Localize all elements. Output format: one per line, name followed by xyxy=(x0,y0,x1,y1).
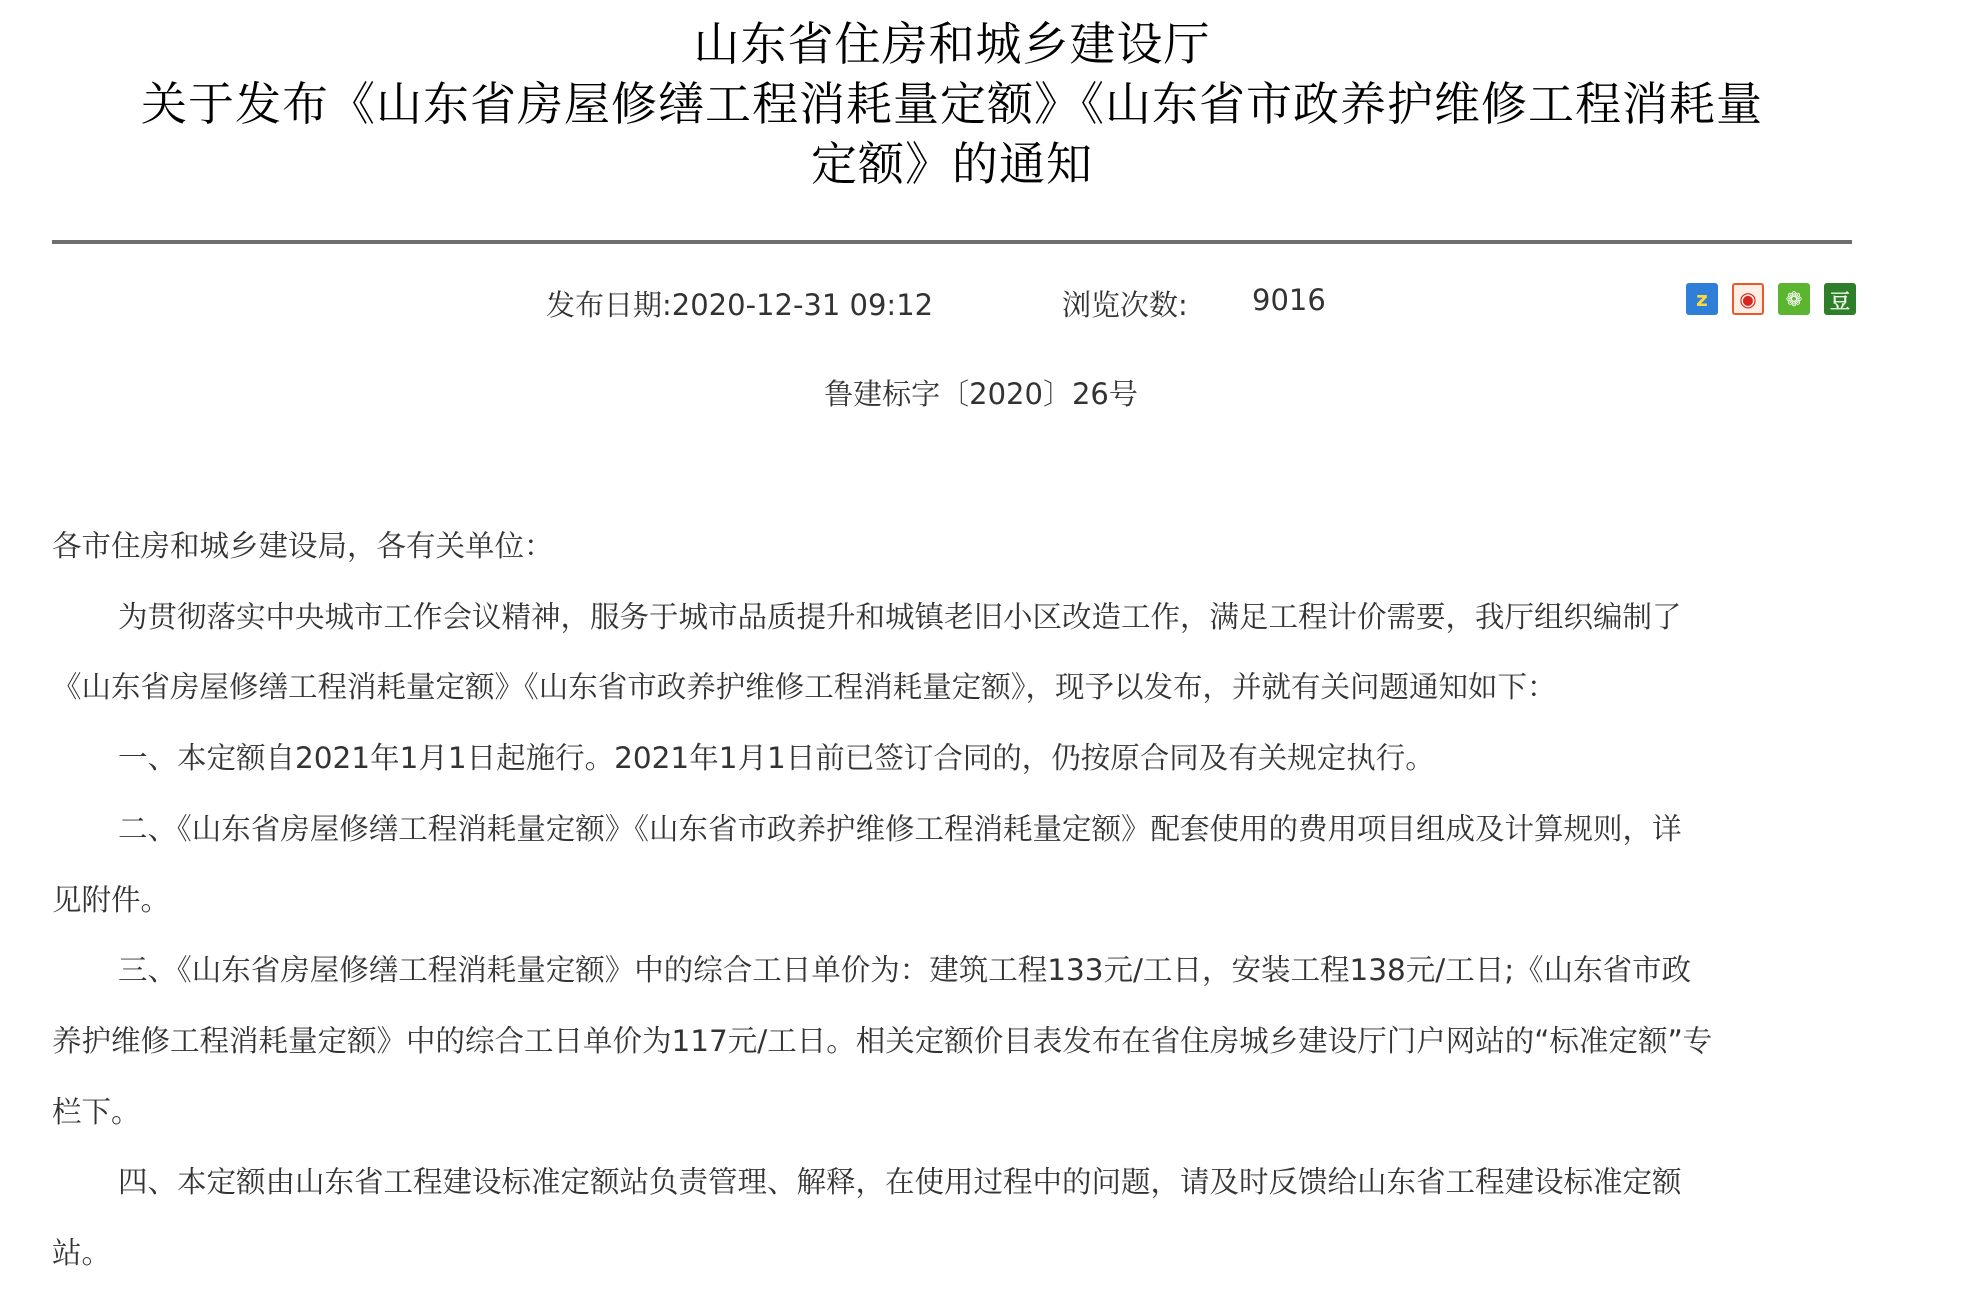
publish-date: 发布日期:2020-12-31 09:12 xyxy=(546,288,934,322)
title-divider xyxy=(52,240,1852,244)
salutation: 各市住房和城乡建设局，各有关单位： xyxy=(52,529,554,563)
title-line-1: 山东省住房和城乡建设厅 xyxy=(693,17,1211,71)
wechat-icon[interactable]: ❁ xyxy=(1778,283,1810,315)
paragraph-item-1: 一、本定额自2021年1月1日起施行。2021年1月1日前已签订合同的，仍按原合同及有关规定执行。 xyxy=(118,741,1435,776)
paragraph-item-3-line-2: 养护维修工程消耗量定额》中的综合工日单价为117元/工日。相关定额价目表发布在省住房城乡建设厅门户网站的“标准定额”专 xyxy=(52,1023,1713,1058)
views-count: 9016 xyxy=(1252,283,1326,317)
paragraph-item-3-line-3: 栏下。 xyxy=(52,1094,141,1129)
share-bar xyxy=(1686,283,1856,315)
views-label: 浏览次数: xyxy=(1062,288,1188,322)
paragraph-intro-line-2: 《山东省房屋修缮工程消耗量定额》《山东省市政养护维修工程消耗量定额》，现予以发布，并就有关问题通知如下： xyxy=(52,670,1557,705)
meta-row xyxy=(0,283,1962,323)
paragraph-item-2-line-1: 二、《山东省房屋修缮工程消耗量定额》《山东省市政养护维修工程消耗量定额》配套使用的费用项目组成及计算规则，详 xyxy=(118,811,1682,846)
title-line-2: 关于发布《山东省房屋修缮工程消耗量定额》《山东省市政养护维修工程消耗量 xyxy=(141,77,1763,131)
title-line-3: 定额》的通知 xyxy=(811,137,1093,191)
paragraph-item-4-line-2: 站。 xyxy=(52,1236,112,1271)
page-title xyxy=(52,14,1852,194)
notice-body xyxy=(52,511,1872,1289)
douban-icon[interactable]: 豆 xyxy=(1824,283,1856,315)
paragraph-item-4-line-1: 四、本定额由山东省工程建设标准定额站负责管理、解释，在使用过程中的问题，请及时反馈给山东省工程建设标准定额 xyxy=(118,1165,1682,1200)
weibo-icon[interactable]: ◉ xyxy=(1732,283,1764,315)
paragraph-intro-line-1: 为贯彻落实中央城市工作会议精神，服务于城市品质提升和城镇老旧小区改造工作，满足工程计价需要，我厅组织编制了 xyxy=(118,599,1682,634)
paragraph-item-2-line-2: 见附件。 xyxy=(52,882,171,917)
paragraph-item-3-line-1: 三、《山东省房屋修缮工程消耗量定额》中的综合工日单价为：建筑工程133元/工日，安装工程138元/工日;《山东省市政 xyxy=(118,953,1692,988)
qzone-icon[interactable]: z xyxy=(1686,283,1718,315)
document-number: 鲁建标字〔2020〕26号 xyxy=(824,377,1138,411)
